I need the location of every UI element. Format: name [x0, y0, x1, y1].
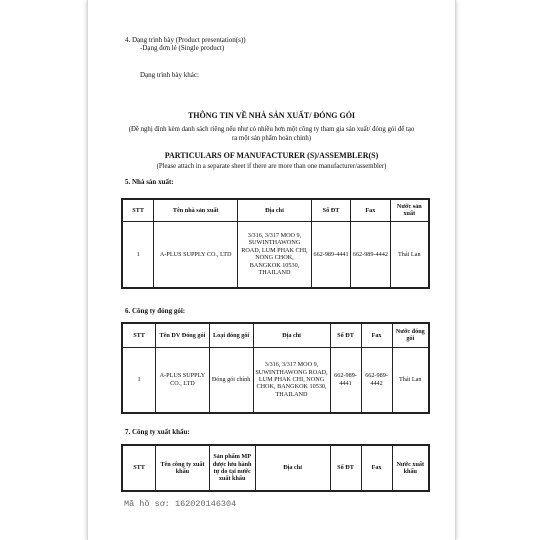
cell-name: A-PLUS SUPPLY CO., LTD	[156, 347, 209, 413]
col-stt: STT	[122, 445, 156, 491]
cell-country: Thái Lan	[390, 221, 429, 288]
cell-packing-type: Đóng gói chính	[209, 347, 253, 413]
col-phone: Số ĐT	[311, 199, 350, 221]
packer-table	[121, 322, 430, 414]
col-fax: Fax	[361, 445, 392, 491]
section4-sub: -Dạng đơn lẻ (Single product)	[140, 44, 225, 52]
table-row	[122, 347, 429, 413]
title-en: PARTICULARS OF MANUFACTURER (S)/ASSEMBLER(S)	[164, 151, 379, 160]
col-address: Địa chỉ	[255, 445, 330, 491]
col-phone: Số ĐT	[330, 323, 361, 347]
col-packer-name: Tên DV Đóng gói	[156, 323, 209, 347]
col-fax: Fax	[351, 199, 390, 221]
cell-stt: 1	[122, 347, 156, 413]
packer-heading: 6. Công ty đóng gói:	[125, 307, 186, 315]
section4-heading: 4. Dạng trình bày (Product presentation(s))	[125, 36, 246, 44]
document-page	[87, 0, 456, 540]
cell-name: A-PLUS SUPPLY CO., LTD	[154, 221, 238, 288]
col-address: Địa chỉ	[253, 323, 330, 347]
col-country: Nước sản xuất	[390, 199, 429, 221]
cell-address: 3/316, 3/317 MOO 9, SUWINTHAWONG ROAD, LUM PHAK CHI, NONG CHOK, BANGKOK 10530, THAILAND	[238, 221, 312, 288]
cell-address: 3/316, 3/317 MOO 9, SUWINTHAWONG ROAD, LUM PHAK CHI, NONG CHOK, BANGKOK 10530, THAILAND	[253, 347, 330, 413]
col-fax: Fax	[361, 323, 392, 347]
col-country: Nước đóng gói	[392, 323, 429, 347]
manufacturer-table	[121, 198, 430, 289]
cell-stt: 1	[122, 221, 154, 288]
cell-country: Thái Lan	[392, 347, 429, 413]
record-code: Mã hồ sơ: 162020146304	[124, 499, 237, 509]
title-vn-note: (Đề nghị đính kèm danh sách riêng nếu như có nhiều hơn một công ty tham gia sản xuất/ đóng gói để tạo ra một sản phẩm hoàn chỉnh)	[128, 126, 415, 142]
col-packing-type: Loại đóng gói	[209, 323, 253, 347]
cell-fax: 662-989-4442	[351, 221, 390, 288]
exporter-table	[121, 444, 430, 492]
table-row	[122, 221, 429, 288]
col-stt: STT	[122, 323, 156, 347]
cell-fax: 662-989-4442	[361, 347, 392, 413]
exporter-heading: 7. Công ty xuất khẩu:	[125, 428, 190, 436]
section4-other: Dạng trình bày khác:	[140, 71, 199, 79]
col-stt: STT	[122, 199, 154, 221]
col-free-sale: Sản phẩm MP được lưu hành tự do tại nước xuất khẩu	[209, 445, 255, 491]
col-address: Địa chỉ	[238, 199, 312, 221]
col-manufacturer-name: Tên nhà sản xuất	[154, 199, 238, 221]
col-exporter-name: Tên công ty xuất khẩu	[156, 445, 209, 491]
col-phone: Số ĐT	[330, 445, 361, 491]
col-country: Nước xuất khẩu	[392, 445, 429, 491]
title-vn: THÔNG TIN VỀ NHÀ SẢN XUẤT/ ĐÓNG GÓI	[187, 111, 356, 120]
manufacturer-heading: 5. Nhà sản xuất:	[125, 178, 174, 186]
cell-phone: 662-989-4441	[330, 347, 361, 413]
title-en-note: (Please attach in a separate sheet if there are more than one manufacturer/assembler)	[156, 163, 387, 170]
cell-phone: 662-989-4441	[311, 221, 350, 288]
